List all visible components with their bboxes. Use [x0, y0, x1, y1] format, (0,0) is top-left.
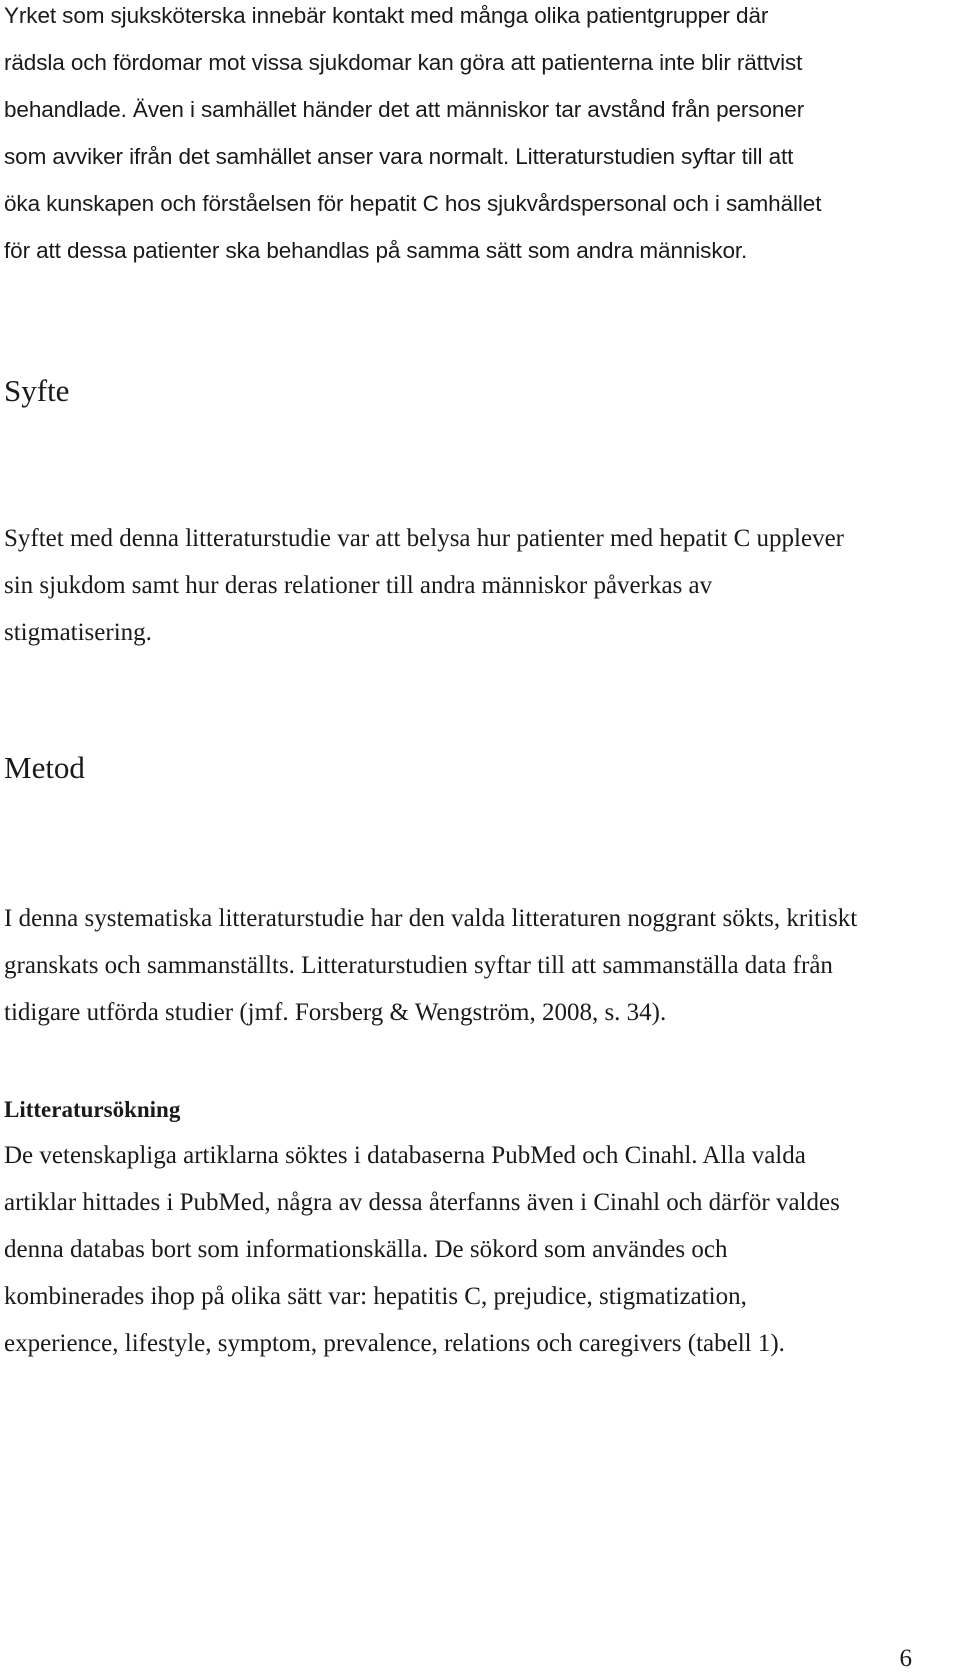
syfte-line: sin sjukdom samt hur deras relationer till andra människor påverkas av: [4, 572, 713, 599]
intro-line: Yrket som sjuksköterska innebär kontakt med många olika patientgrupper där: [4, 3, 769, 28]
intro-line: för att dessa patienter ska behandlas på samma sätt som andra människor.: [4, 238, 748, 263]
litteratursokning-paragraph: [4, 1132, 840, 1367]
metod-paragraph: [4, 895, 857, 1036]
metod-line: granskats och sammanställts. Litteraturstudien syftar till att sammanställa data från: [4, 952, 833, 979]
litteratursokning-line: artiklar hittades i PubMed, några av dessa återfanns även i Cinahl och därför valdes: [4, 1189, 840, 1216]
litteratursokning-heading: Litteratursökning: [4, 1097, 181, 1122]
litteratursokning-line: experience, lifestyle, symptom, prevalence, relations och caregivers (tabell 1).: [4, 1330, 785, 1357]
intro-line: rädsla och fördomar mot vissa sjukdomar kan göra att patienterna inte blir rättvist: [4, 50, 803, 75]
intro-line: öka kunskapen och förståelsen för hepatit C hos sjukvårdspersonal och i samhället: [4, 191, 822, 216]
litteratursokning-line: denna databas bort som informationskälla. De sökord som användes och: [4, 1236, 728, 1263]
metod-line: I denna systematiska litteraturstudie har den valda litteraturen noggrant sökts, kritiskt: [4, 905, 858, 932]
intro-line: behandlade. Även i samhället händer det att människor tar avstånd från personer: [4, 97, 805, 122]
intro-line: som avviker ifrån det samhället anser vara normalt. Litteraturstudien syftar till att: [4, 144, 794, 169]
litteratursokning-line: kombinerades ihop på olika sätt var: hepatitis C, prejudice, stigmatization,: [4, 1283, 747, 1310]
page-number: 6: [899, 1645, 912, 1672]
intro-paragraph: [4, 0, 821, 274]
litteratursokning-line: De vetenskapliga artiklarna söktes i databaserna PubMed och Cinahl. Alla valda: [4, 1142, 806, 1169]
metod-line: tidigare utförda studier (jmf. Forsberg & Wengström, 2008, s. 34).: [4, 999, 667, 1026]
syfte-line: Syftet med denna litteraturstudie var att belysa hur patienter med hepatit C upplever: [4, 525, 845, 552]
syfte-heading: Syfte: [4, 373, 70, 408]
metod-heading: Metod: [4, 750, 85, 785]
syfte-paragraph: [4, 515, 844, 656]
syfte-line: stigmatisering.: [4, 619, 152, 646]
